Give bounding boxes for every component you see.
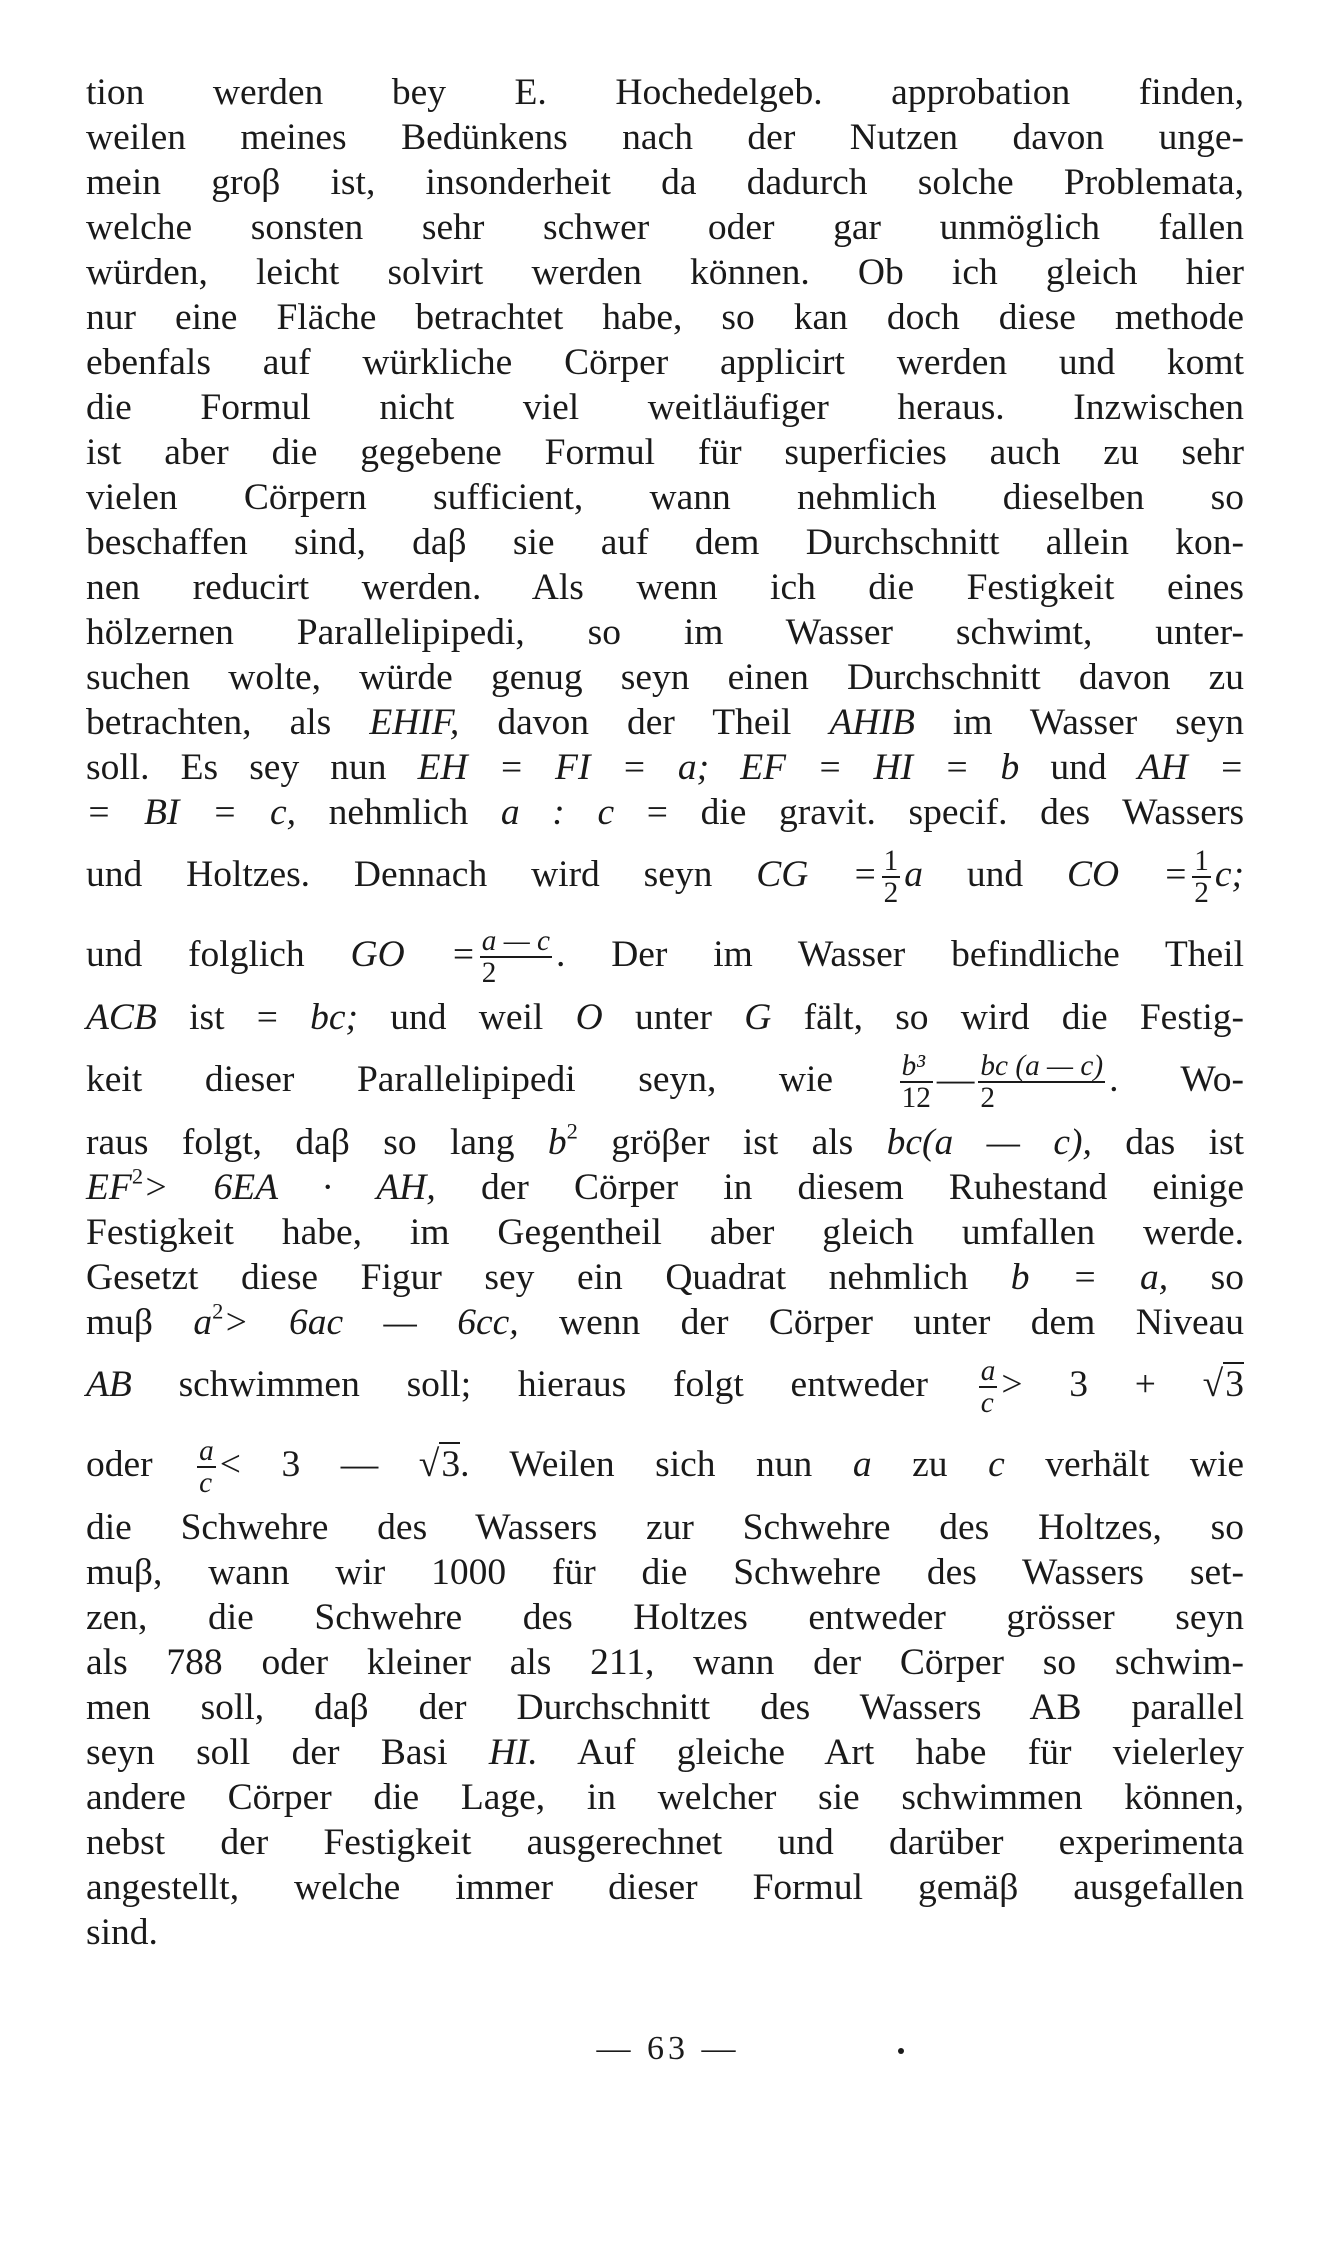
text-line: beschaffen sind, daβ sie auf dem Durchschnitt allein kon-: [86, 522, 1244, 563]
text-line: muβ, wann wir 1000 für die Schwehre des Wassers set-: [86, 1552, 1244, 1593]
math-term: bc(a — c),: [886, 1122, 1092, 1163]
text-line: die Formul nicht viel weitläufiger heraus. Inzwischen: [86, 387, 1244, 428]
text-segment: muβ: [86, 1302, 153, 1343]
math-term: G: [744, 997, 772, 1038]
text-segment: so: [1210, 1257, 1244, 1298]
text-segment: soll. Es sey nun: [86, 747, 387, 788]
text-line: mein groβ ist, insonderheit da dadurch solche Problemata,: [86, 162, 1244, 203]
math-term: EF = HI = b: [740, 747, 1020, 788]
fraction: [197, 1436, 216, 1499]
text-segment: raus folgt, daβ so lang: [86, 1122, 515, 1163]
text-segment: schwimmen soll; hieraus folgt entweder: [178, 1364, 928, 1405]
text-segment: und weil: [390, 997, 544, 1038]
text-line: angestellt, welche immer dieser Formul gemäβ ausgefallen: [86, 1867, 1244, 1908]
text-line: [86, 1300, 1244, 1345]
text-line: [86, 700, 1244, 745]
text-line: tion werden bey E. Hochedelgeb. approbation finden,: [86, 72, 1244, 113]
math-term: c;: [1214, 854, 1244, 895]
text-line: Festigkeit habe, im Gegentheil aber gleich umfallen werde.: [86, 1212, 1244, 1253]
text-segment: fält, so wird die Festig-: [803, 997, 1244, 1038]
math-term: a : c: [500, 792, 615, 833]
fraction-numerator: bc (a — c): [980, 1049, 1104, 1082]
math-term: HI.: [488, 1732, 538, 1773]
text-line: als 788 oder kleiner als 211, wann der Cörper so schwim-: [86, 1642, 1244, 1683]
fraction-numerator: b³: [900, 1051, 933, 1084]
radicand: 3: [1225, 1364, 1245, 1405]
text-segment: im Wasser seyn: [952, 702, 1245, 743]
text-segment: seyn soll der Basi: [86, 1732, 448, 1773]
text-line: [86, 1730, 1244, 1775]
text-segment: . Wo-: [1109, 1059, 1244, 1100]
text-line: ebenfals auf würkliche Cörper applicirt werden und komt: [86, 342, 1244, 383]
fraction: [900, 1051, 933, 1114]
math-term: GO =: [350, 934, 476, 975]
math-term: EH = FI = a;: [417, 747, 710, 788]
fraction: [882, 846, 901, 909]
page-text: [86, 70, 1244, 1955]
text-line: nur eine Fläche betrachtet habe, so kan doch diese methode: [86, 297, 1244, 338]
math-term: EF: [86, 1167, 132, 1208]
fraction-numerator: a: [199, 1434, 214, 1467]
text-segment: = die gravit. specif. des Wassers: [646, 792, 1245, 833]
fraction-denominator: 2: [1194, 877, 1209, 910]
text-line: andere Cörper die Lage, in welcher sie schwimmen können,: [86, 1777, 1244, 1818]
text-line: [86, 745, 1244, 790]
radicand: 3: [441, 1444, 461, 1485]
exponent: 2: [566, 1118, 578, 1144]
fraction-denominator: c: [199, 1467, 213, 1500]
math-term: > 6ac — 6cc,: [223, 1302, 519, 1343]
text-line: würden, leicht solvirt werden können. Ob ich gleich hier: [86, 252, 1244, 293]
text-line: [86, 1040, 1244, 1120]
text-segment: verhält wie: [1045, 1444, 1245, 1485]
text-line: ist aber die gegebene Formul für superficies auch zu sehr: [86, 432, 1244, 473]
fraction-numerator: 1: [1194, 844, 1209, 877]
text-segment: . Der im Wasser befindliche Theil: [556, 934, 1245, 975]
fraction-numerator: a — c: [481, 924, 551, 957]
text-line: men soll, daβ der Durchschnitt des Wassers AB parallel: [86, 1687, 1244, 1728]
math-term: > 6EA · AH,: [143, 1167, 436, 1208]
text-segment: und folglich: [86, 934, 305, 975]
text-segment: das ist: [1125, 1122, 1245, 1163]
fraction-numerator: 1: [883, 844, 899, 877]
text-line: [86, 790, 1244, 835]
fraction: [978, 1051, 1105, 1114]
math-term: a: [193, 1302, 213, 1343]
math-term: b: [547, 1122, 567, 1163]
math-term: < 3 — √: [219, 1444, 440, 1485]
text-segment: oder: [86, 1444, 153, 1485]
fraction: [1192, 846, 1211, 909]
text-segment: unter: [634, 997, 713, 1038]
fraction-denominator: c: [980, 1387, 994, 1420]
text-line: [86, 1120, 1244, 1165]
text-line: [86, 915, 1244, 995]
text-line: nen reducirt werden. Als wenn ich die Festigkeit eines: [86, 567, 1244, 608]
math-operator: —: [936, 1059, 975, 1100]
math-term: CO =: [1066, 854, 1189, 895]
text-line: [86, 1165, 1244, 1210]
ink-speck: [898, 2048, 904, 2054]
math-term: O: [575, 997, 603, 1038]
text-segment: der Cörper in diesem Ruhestand einige: [480, 1167, 1245, 1208]
text-line: welche sonsten sehr schwer oder gar unmöglich fallen: [86, 207, 1244, 248]
text-line: nebst der Festigkeit ausgerechnet und darüber experimenta: [86, 1822, 1244, 1863]
math-term: CG =: [756, 854, 878, 895]
text-segment: . Weilen sich nun: [460, 1444, 813, 1485]
math-term: b = a,: [1010, 1257, 1169, 1298]
text-line: [86, 1425, 1244, 1505]
text-segment: Gesetzt diese Figur sey ein Quadrat nehmlich: [86, 1257, 969, 1298]
fraction: [480, 926, 552, 989]
text-line: suchen wolte, würde genug seyn einen Durchschnitt davon zu: [86, 657, 1244, 698]
text-segment: und: [966, 854, 1024, 895]
text-line: sind.: [86, 1912, 158, 1953]
fraction: [979, 1356, 998, 1419]
text-segment: und: [1050, 747, 1107, 788]
text-segment: Auf gleiche Art habe für vielerley: [577, 1732, 1244, 1773]
math-term: > 3 + √: [1001, 1364, 1224, 1405]
text-segment: keit dieser Parallelipipedi seyn, wie: [86, 1059, 834, 1100]
exponent: 2: [131, 1163, 144, 1189]
fraction-denominator: 2: [883, 877, 899, 910]
text-line: vielen Cörpern sufficient, wann nehmlich dieselben so: [86, 477, 1244, 518]
text-line: [86, 1345, 1244, 1425]
text-segment: wenn der Cörper unter dem Niveau: [559, 1302, 1245, 1343]
text-segment: ist =: [189, 997, 278, 1038]
text-line: weilen meines Bedünkens nach der Nutzen davon unge-: [86, 117, 1244, 158]
text-segment: nehmlich: [328, 792, 469, 833]
math-term: c: [988, 1444, 1005, 1485]
text-segment: davon der Theil: [497, 702, 792, 743]
math-term: ACB: [86, 997, 157, 1038]
text-segment: betrachten, als: [86, 702, 332, 743]
math-term: AHIB: [829, 702, 915, 743]
fraction-denominator: 2: [481, 957, 497, 990]
math-term: = BI = c,: [86, 792, 296, 833]
text-line: [86, 995, 1244, 1040]
exponent: 2: [212, 1298, 224, 1324]
fraction-numerator: a: [980, 1354, 996, 1387]
math-term: EHIF,: [369, 702, 460, 743]
math-term: AB: [86, 1364, 132, 1405]
math-term: AH =: [1137, 747, 1245, 788]
text-line: [86, 835, 1244, 915]
text-segment: zu: [912, 1444, 948, 1485]
math-term: bc;: [310, 997, 359, 1038]
text-segment: und Holtzes. Dennach wird seyn: [86, 854, 713, 895]
math-term: a: [852, 1444, 872, 1485]
math-term: a: [904, 854, 923, 895]
text-line: hölzernen Parallelipipedi, so im Wasser schwimt, unter-: [86, 612, 1244, 653]
fraction-denominator: 12: [901, 1082, 931, 1115]
page-number: — 63 —: [596, 2030, 740, 2067]
text-line: zen, die Schwehre des Holtzes entweder grösser seyn: [86, 1597, 1244, 1638]
text-line: [86, 1255, 1244, 1300]
fraction-denominator: 2: [980, 1082, 996, 1115]
text-segment: gröβer ist als: [611, 1122, 854, 1163]
text-line: die Schwehre des Wassers zur Schwehre des Holtzes, so: [86, 1507, 1244, 1548]
